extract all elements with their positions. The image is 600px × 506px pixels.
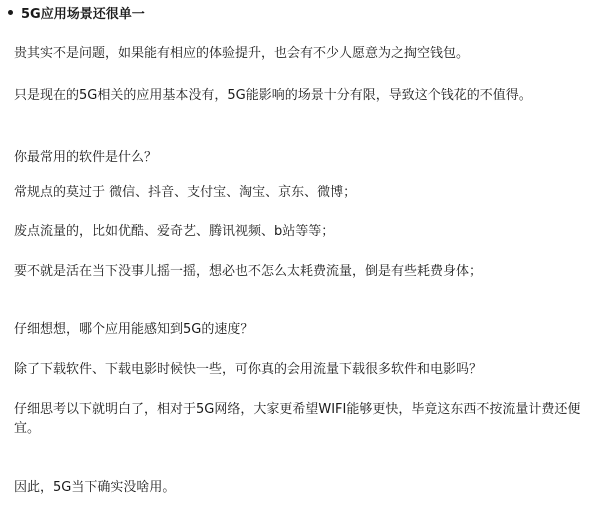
paragraph-10: 因此，5G当下确实没啥用。	[14, 480, 176, 495]
paragraph-2: 只是现在的5G相关的应用基本没有，5G能影响的场景十分有限，导致这个钱花的不值得。	[14, 88, 532, 103]
paragraph-3: 你最常用的软件是什么？	[14, 150, 158, 165]
section-heading	[8, 6, 145, 24]
paragraph-8: 除了下载软件、下载电影时候快一些，可你真的会用流量下载很多软件和电影吗？	[14, 362, 483, 377]
paragraph-7: 仔细想想，哪个应用能感知到5G的速度？	[14, 322, 254, 337]
paragraph-1: 贵其实不是问题，如果能有相应的体验提升，也会有不少人愿意为之掏空钱包。	[14, 46, 470, 61]
section-heading-text: 5G应用场景还很单一	[21, 7, 145, 22]
bullet-icon	[8, 10, 13, 15]
paragraph-4: 常规点的莫过于 微信、抖音、支付宝、淘宝、京东、微博；	[14, 185, 357, 200]
paragraph-5: 废点流量的，比如优酷、爱奇艺、腾讯视频、b站等等；	[14, 224, 335, 239]
paragraph-6: 要不就是活在当下没事儿摇一摇，想必也不怎么太耗费流量，倒是有些耗费身体；	[14, 264, 483, 279]
paragraph-9: 仔细思考以下就明白了，相对于5G网络，大家更希望WIFI能够更快，毕竟这东西不按流量计费还便宜。	[14, 402, 581, 436]
